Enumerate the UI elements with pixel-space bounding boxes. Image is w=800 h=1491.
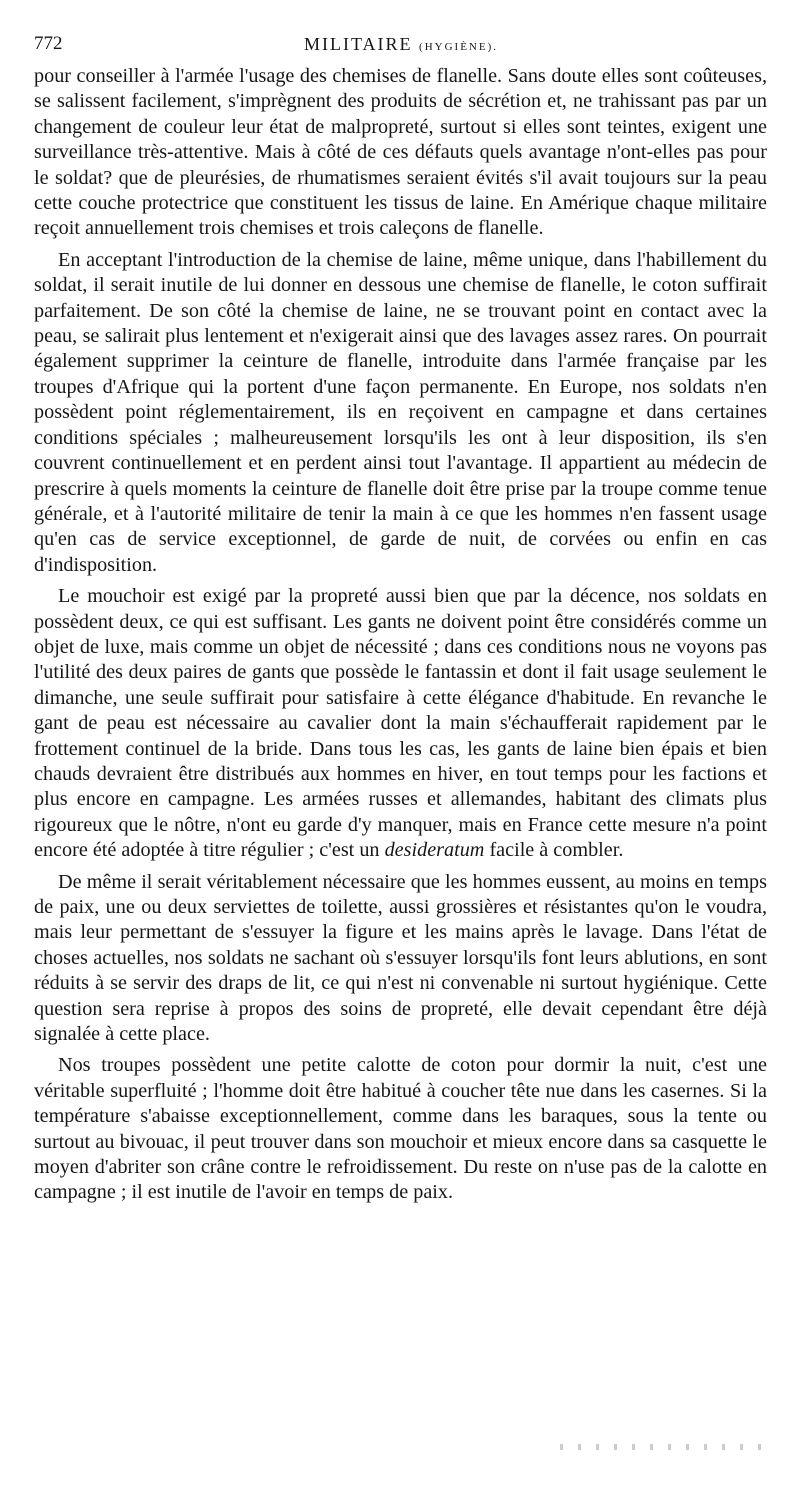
- emphasis-desideratum: desideratum: [384, 839, 485, 862]
- page-number: 772: [34, 33, 63, 54]
- running-title-sub: (HYGIÈNE).: [419, 41, 498, 53]
- paragraph-cotton-cap: Nos troupes possèdent une petite calotte de coton pour dormir la nuit, c'est une véritable superfluité ; l'homme doit être habitué à coucher tête nue dans les casernes. Si la température s'abaisse exceptionnellement, comme dans les baraques, sous la tente ou surtout au bivouac, il peut trouver dans son mouchoir et mieux encore dans sa casquette le moyen d'abriter son crâne contre le refroidissement. Du reste on n'use pas de la calotte en campagne ; il est inutile de l'avoir en temps de paix.: [34, 1054, 767, 1204]
- running-title-main: MILITAIRE: [304, 34, 413, 54]
- paragraph-wool-shirt: En acceptant l'introduction de la chemise de laine, même unique, dans l'habillement du soldat, il serait inutile de lui donner en dessous une chemise de flanelle, le coton suffirait parfaitement. De son côté la chemise de laine, ne se trouvant point en contact avec la peau, se salirait plus lentement et n'exigerait ainsi que des lavages assez rares. On pourrait également supprimer la ceinture de flanelle, introduite dans l'armée française par les troupes d'Afrique qui la portent d'une façon permanente. En Europe, nos soldats n'en possèdent point réglementairement, ils en reçoivent en campagne et dans certaines conditions spéciales ; malheureusement lorsqu'ils les ont à leur disposition, ils s'en couvrent continuellement et en perdent ainsi tout l'avantage. Il appartient au médecin de prescrire à quels moments la ceinture de flanelle doit être prise par la troupe comme tenue générale, et à l'autorité militaire de tenir la main à ce que les hommes n'en fassent usage qu'en cas de service exceptionnel, de garde de nuit, de corvées ou enfin en cas d'indisposition.: [34, 248, 767, 576]
- paragraph-handkerchief-gloves-text: Le mouchoir est exigé par la propreté aussi bien que par la décence, nos soldats en possèdent deux, ce qui est suffisant. Les gants ne doivent point être considérés comme un objet de luxe, mais comme un objet de nécessité ; dans ces conditions nous ne voyons pas l'utilité des deux paires de gants que possède le fantassin et dont il fait usage seulement le dimanche, une seule suffirait pour satisfaire à cette élégance d'habitude. En revanche le gant de peau est nécessaire au cavalier dont la main s'échaufferait rapidement par le frottement continuel de la bride. Dans tous les cas, les gants de laine bien épais et bien chauds devraient être distribués aux hommes en hiver, en tout temps pour les factions et plus encore en campagne. Les armées russes et allemandes, habitant des climats plus rigoureux que le nôtre, n'ont eu garde d'y manquer, mais en France cette mesure n'a point encore été adoptée à titre régulier ; c'est un: [34, 585, 767, 862]
- page-bottom-marks: [560, 1444, 770, 1450]
- running-head: [34, 30, 767, 58]
- paragraph-handkerchief-gloves-end: facile à combler.: [484, 839, 624, 862]
- paragraph-handkerchief-gloves: [34, 584, 767, 863]
- paragraph-flannel-shirts: pour conseiller à l'armée l'usage des chemises de flanelle. Sans doute elles sont coûteuses, se salissent facilement, s'imprègnent des produits de sécrétion et, ne trahissant pas par un changement de couleur leur état de malpropreté, surtout si elles sont teintes, exigent une surveillance très-attentive. Mais à côté de ces défauts quels avantage n'ont-elles pas pour le soldat? que de pleurésies, de rhumatismes seraient évités s'il avait toujours sur la peau cette couche protectrice que constituent les tissus de laine. En Amérique chaque militaire reçoit annuellement trois chemises et trois caleçons de flanelle.: [34, 65, 767, 240]
- body-text: [34, 64, 767, 1206]
- running-title: [304, 30, 498, 61]
- paragraph-towels: De même il serait véritablement nécessaire que les hommes eussent, au moins en temps de paix, une ou deux serviettes de toilette, aussi grossières et résistantes qu'on le voudra, mais leur permettant de s'essuyer la figure et les mains après le lavage. Dans l'état de choses actuelles, nos soldats ne sachant où s'essuyer lorsqu'ils font leurs ablutions, en sont réduits à se servir des draps de lit, ce qui n'est ni convenable ni surtout hygiénique. Cette question sera reprise à propos des soins de propreté, elle devait cependant être déjà signalée à cette place.: [34, 870, 767, 1046]
- book-page: [34, 30, 767, 1212]
